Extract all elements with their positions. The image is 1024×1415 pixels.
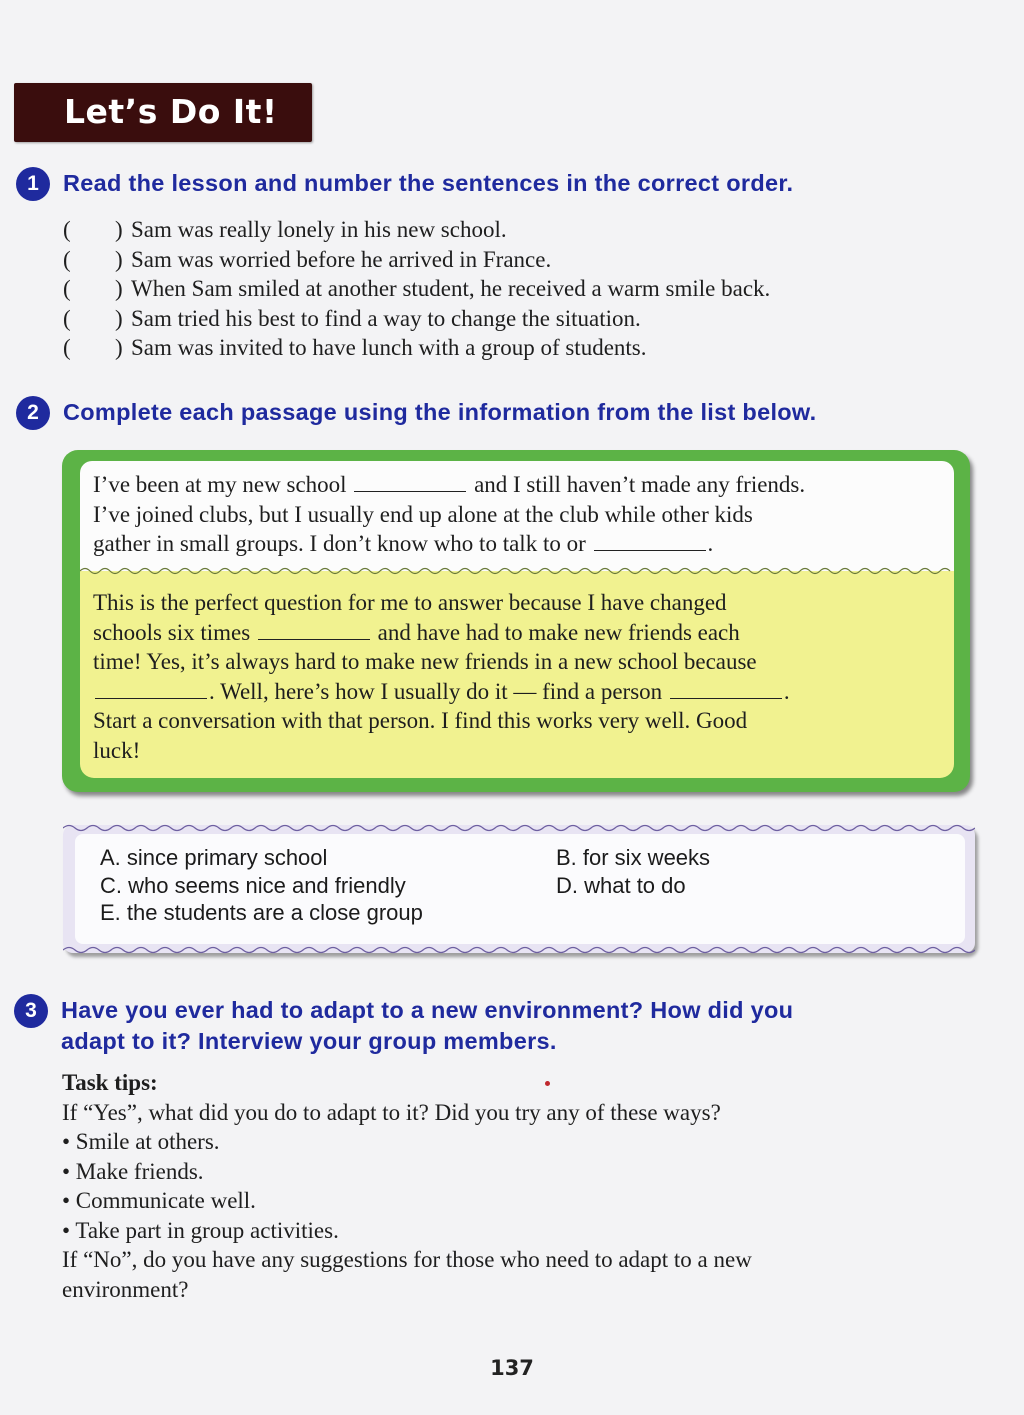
section-2-number: 2 <box>16 396 50 430</box>
sentence-text: Sam was worried before he arrived in France. <box>131 246 552 272</box>
option-c: C. who seems nice and friendly <box>100 873 406 898</box>
answer-blank[interactable] <box>670 680 782 699</box>
section-3-title-line-2: adapt to it? Interview your group members. <box>61 1028 557 1054</box>
task-tips <box>62 1068 982 1304</box>
list-item[interactable]: ( ) Sam was invited to have lunch with a group of students. <box>63 333 963 363</box>
list-item: • Make friends. <box>62 1158 204 1184</box>
answer-blank[interactable] <box>594 532 706 551</box>
list-item: • Take part in group activities. <box>62 1217 339 1243</box>
section-3-title-line-1: Have you ever had to adapt to a new environment? How did you <box>61 997 794 1023</box>
section-3-number: 3 <box>14 994 48 1028</box>
answer-blank[interactable] <box>95 680 207 699</box>
page-number: 137 <box>490 1356 534 1380</box>
sentence-text: Sam was invited to have lunch with a group of students. <box>131 335 647 360</box>
section-1-title: Read the lesson and number the sentences in the correct order. <box>63 170 794 196</box>
wave-divider <box>80 563 954 577</box>
list-item[interactable]: ( ) Sam was really lonely in his new school. <box>63 215 963 245</box>
tips-heading: Task tips: <box>62 1070 158 1095</box>
banner-title: Let’s Do It! <box>64 92 278 131</box>
list-item[interactable]: ( ) When Sam smiled at another student, he received a warm smile back. <box>63 274 963 304</box>
sentence-text: Sam tried his best to find a way to change the situation. <box>131 305 641 331</box>
options-wave-bottom <box>63 944 975 956</box>
section-1-number: 1 <box>16 167 50 201</box>
passage-2-text: This is the perfect question for me to answer because I have changed schools six times and have had to make new friends each time! Yes, it’s always hard to make new friends in a new school because . Well, here’s how I usually do it — find a person . Start a conversation with that person. I find this works very well. Good luck! <box>93 590 790 763</box>
list-item: • Communicate well. <box>62 1188 256 1213</box>
option-b: B. for six weeks <box>556 845 711 870</box>
passage-1-text: I’ve been at my new school and I still haven’t made any friends. I’ve joined clubs, but I usually end up alone at the club while other kids gather in small groups. I don’t know who to talk to or . <box>93 472 806 556</box>
list-item: • Smile at others. <box>62 1129 220 1154</box>
ordering-list <box>63 215 963 363</box>
list-item[interactable]: ( ) Sam was worried before he arrived in France. <box>63 245 963 275</box>
option-d: D. what to do <box>556 873 686 898</box>
tips-intro: If “Yes”, what did you do to adapt to it? Did you try any of these ways? <box>62 1099 721 1125</box>
tips-no-line-2: environment? <box>62 1276 189 1302</box>
answer-blank[interactable] <box>354 473 466 492</box>
list-item[interactable]: ( ) Sam tried his best to find a way to change the situation. <box>63 304 963 334</box>
sentence-text: Sam was really lonely in his new school. <box>131 217 507 242</box>
options-wave-top <box>63 822 975 834</box>
section-2-title: Complete each passage using the information from the list below. <box>63 399 817 425</box>
option-e: E. the students are a close group <box>100 900 423 925</box>
sentence-text: When Sam smiled at another student, he received a warm smile back. <box>131 276 771 301</box>
answer-blank[interactable] <box>258 621 370 640</box>
lets-do-it-banner <box>14 83 312 142</box>
option-a: A. since primary school <box>100 845 328 870</box>
tips-no-line-1: If “No”, do you have any suggestions for those who need to adapt to a new <box>62 1247 752 1272</box>
